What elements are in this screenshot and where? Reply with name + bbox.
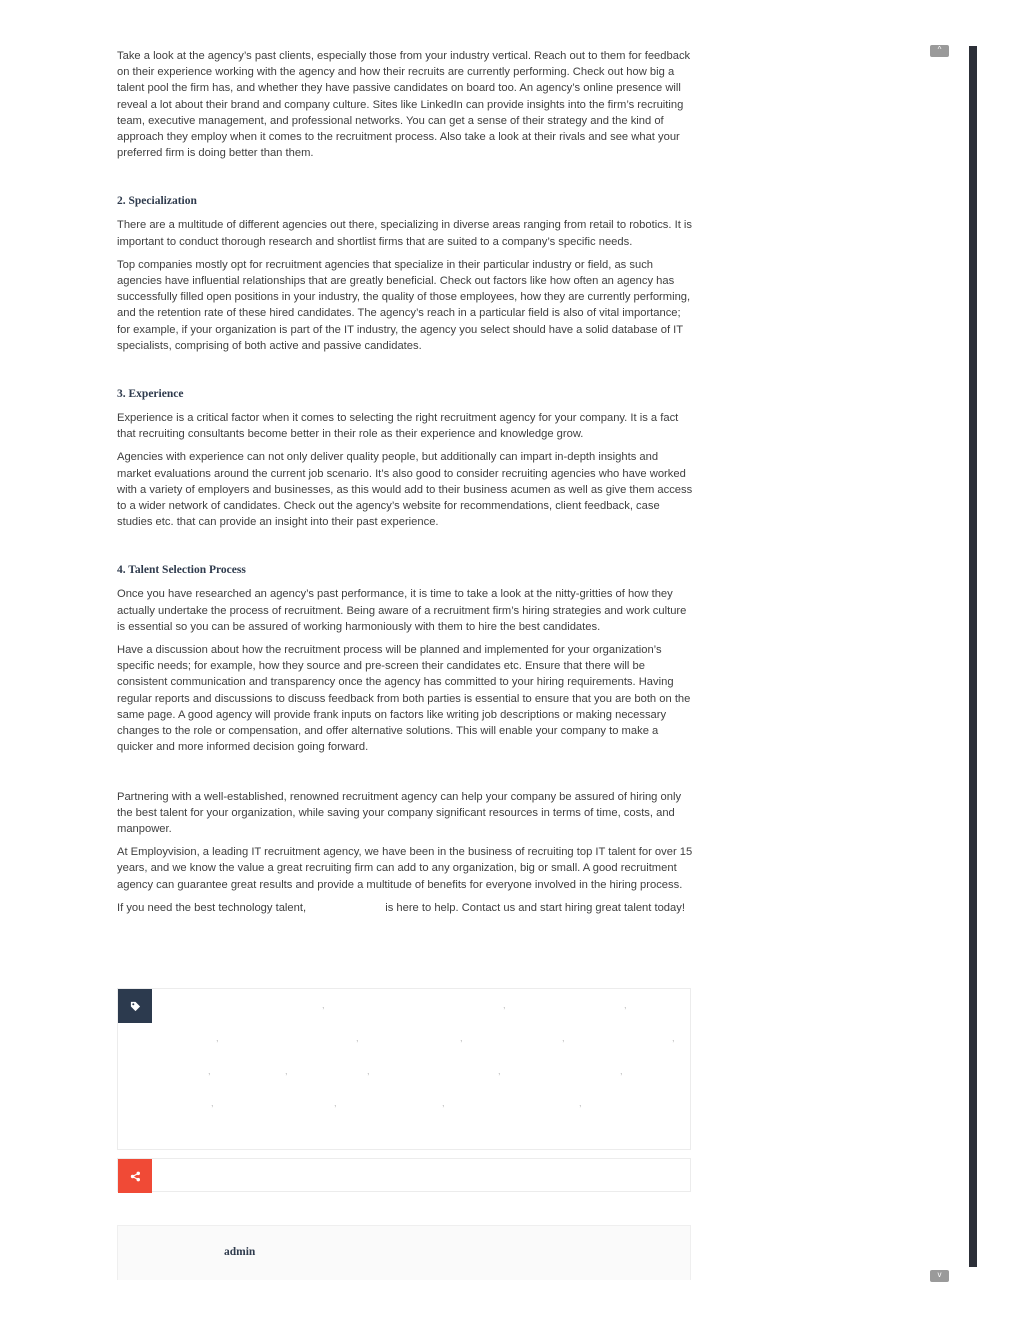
section-heading-experience: 3. Experience: [117, 388, 184, 401]
tag-separator: ,: [216, 1033, 219, 1043]
conclusion-paragraph: At Employvision, a leading IT recruitment agency, we have been in the business of recruiting top IT talent for over 15 years, and we know the value a great recruiting firm can add to any organization, big or small. A good recruitment agency can guarantee great results and provide a multitude of benefits for everyone involved in the hiring process.: [117, 846, 693, 891]
share-icon[interactable]: [118, 1159, 152, 1193]
tag-separator: ,: [672, 1033, 675, 1043]
author-name[interactable]: admin: [224, 1246, 256, 1258]
tag-separator: ,: [208, 1066, 211, 1076]
cta-text-after: is here to help. Contact us and start hiring great talent today!: [385, 901, 685, 914]
section-paragraph: Top companies mostly opt for recruitment agencies that specialize in their particular industry or field, as such agencies have influential relationships that are greatly beneficial. Check out factors like how often an agency has successfully filled open positions in your industry, the quality of those employees, how they are currently performing, and the retention rate of these hired candidates. The agency’s reach in a particular field is also of vital importance; for example, if your organization is part of the IT industry, the agency you select should have a solid database of IT specialists, comprising of both active and passive candidates.: [117, 258, 691, 352]
section-paragraph: Experience is a critical factor when it comes to selecting the right recruitment agency for your company. It is a fact that recruiting consultants become better in their role as their experience and knowledge grow.: [117, 412, 679, 441]
tag-separator: ,: [334, 1098, 337, 1108]
sidebar-scrollbar[interactable]: [969, 46, 977, 1267]
section-paragraph: Once you have researched an agency’s past performance, it is time to take a look at the nitty-gritties of how they actually undertake the process of recruitment. Being aware of a recruitment firm’s hiring strategies and work culture is essential so you can be assured of working harmoniously with them to hire the best candidates.: [117, 588, 687, 633]
scroll-down-button[interactable]: v: [930, 1270, 949, 1282]
tags-box: [117, 988, 691, 1150]
tag-separator: ,: [442, 1098, 445, 1108]
author-box: [117, 1225, 691, 1280]
share-box: [117, 1158, 691, 1192]
tag-separator: ,: [460, 1033, 463, 1043]
scroll-up-button[interactable]: ^: [930, 45, 949, 57]
cta-text-before: If you need the best technology talent,: [117, 901, 307, 914]
tag-separator: ,: [620, 1066, 623, 1076]
tag-separator: ,: [579, 1098, 582, 1108]
tag-separator: ,: [498, 1066, 501, 1076]
tag-separator: ,: [367, 1066, 370, 1076]
cta-paragraph: [117, 900, 693, 916]
tag-separator: ,: [285, 1066, 288, 1076]
tag-separator: ,: [322, 1000, 325, 1010]
section-paragraph: Agencies with experience can not only deliver quality people, but additionally can impart in-depth insights and market evaluations around the current job scenario. It’s also good to consider recruiting agencies who have worked with a variety of employers and businesses, as this would add to their business acumen as well as give them access to a wider network of candidates. Check out the agency’s website for recommendations, client feedback, case studies etc. that can provide an insight into their past experience.: [117, 451, 693, 529]
tag-separator: ,: [503, 1000, 506, 1010]
section-paragraph: Have a discussion about how the recruitment process will be planned and implemented for your organization’s specific needs; for example, how they source and pre-screen their candidates etc. Ensure that there will be consistent communication and transparency once the agency has committed to your hiring requirements. Having regular reports and discussions to discuss feedback from both parties is essential to ensure that you are both on the same page. A good agency will provide frank inputs on factors like writing job descriptions or making necessary changes to the role or compensation, and offer alternative solutions. This will enable your company to make a quicker and more informed decision going forward.: [117, 644, 691, 754]
section-heading-talent-selection: 4. Talent Selection Process: [117, 564, 246, 577]
article-body: [117, 48, 693, 923]
tag-separator: ,: [624, 1000, 627, 1010]
tag-separator: ,: [211, 1098, 214, 1108]
tag-separator: ,: [562, 1033, 565, 1043]
section-paragraph: There are a multitude of different agencies out there, specializing in diverse areas ranging from retail to robotics. It is important to conduct thorough research and shortlist firms that are suited to a company’s specific needs.: [117, 219, 693, 248]
tag-separator: ,: [356, 1033, 359, 1043]
conclusion-paragraph: Partnering with a well-established, renowned recruitment agency can help your company be assured of hiring only the best talent for your organization, while saving your company significant resources in terms of time, costs, and manpower.: [117, 790, 682, 835]
intro-paragraph: Take a look at the agency’s past clients, especially those from your industry vertical. Reach out to them for feedback on their experience working with the agency and how their recruits are currently performing. Check out how big a talent pool the firm has, and whether they have passive candidates on board too. An agency’s online presence will reveal a lot about their brand and company culture. Sites like LinkedIn can provide insights into the firm’s recruiting team, executive management, and professional networks. You can get a sense of their strategy and the kind of approach they employ when it comes to the recruitment process. Also take a look at their rivals and see what your preferred firm is doing better than them.: [117, 50, 691, 160]
section-heading-specialization: 2. Specialization: [117, 195, 197, 208]
tag-icon: [118, 989, 152, 1023]
